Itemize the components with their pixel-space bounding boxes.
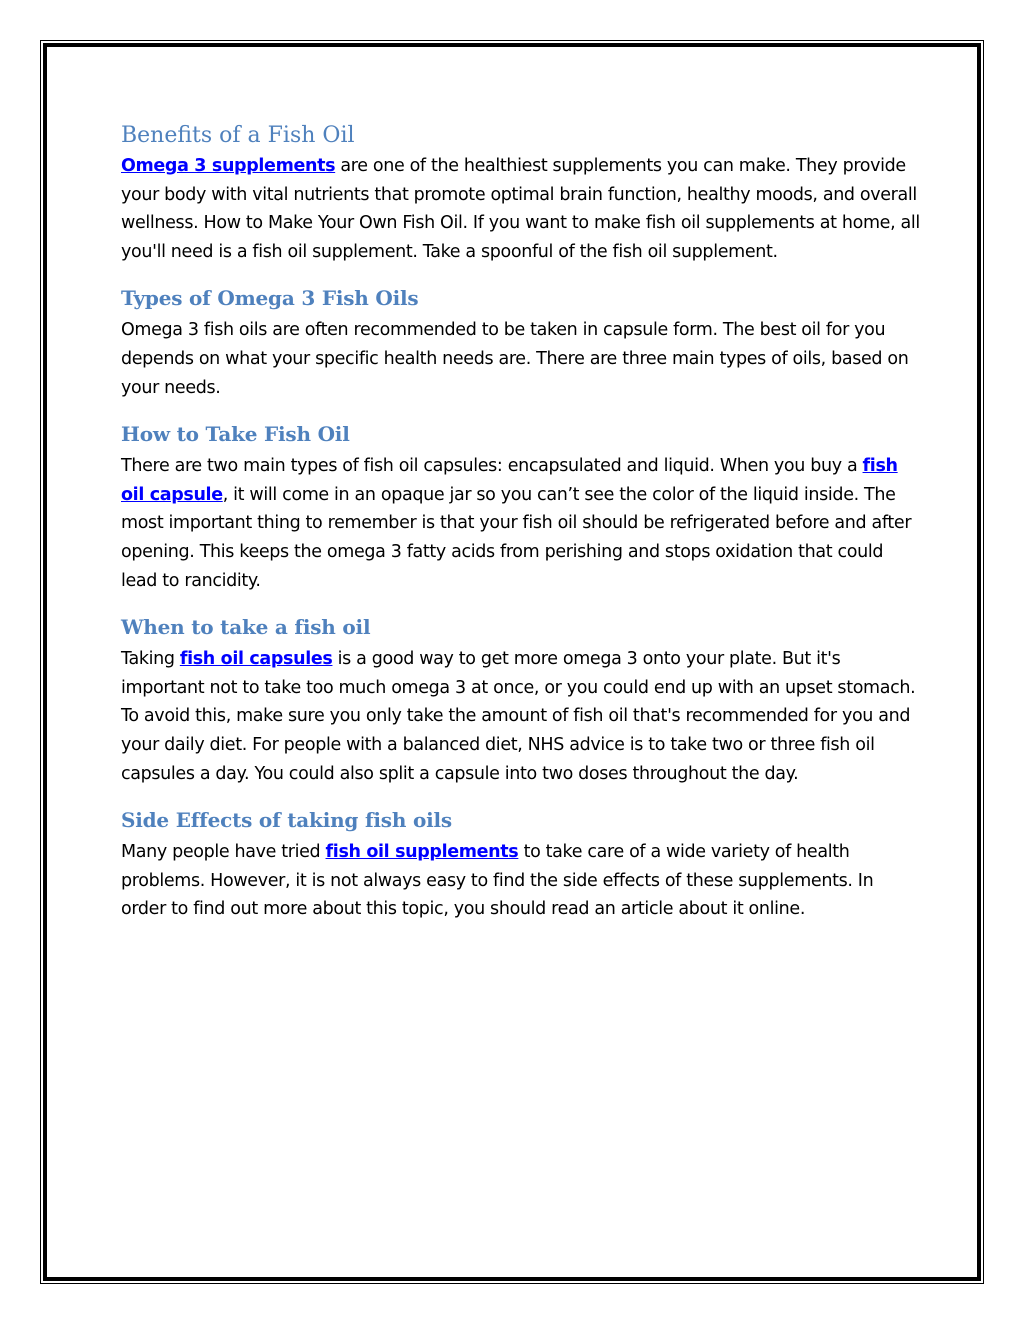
paragraph-types: Omega 3 fish oils are often recommended to be taken in capsule form. The best oil for you depends on what your specific health needs are. There are three main types of oils, based on your needs. — [121, 320, 909, 398]
document-body — [121, 120, 921, 924]
paragraph-side-effects-text-before: Many people have tried — [121, 842, 326, 863]
heading-benefits: Benefits of a Fish Oil — [121, 123, 355, 148]
link-fish-oil-supplements[interactable]: fish oil supplements — [325, 842, 519, 863]
link-fish-oil-capsules[interactable]: fish oil capsules — [179, 649, 333, 670]
heading-side-effects: Side Effects of taking fish oils — [121, 808, 452, 833]
paragraph-when-to-take-text-after: is a good way to get more omega 3 onto your plate. But it's important not to take too much omega 3 at once, or you could end up with an upset stomach. To avoid this, make sure you only take the amount of fish oil that's recommended for you and your daily diet. For people with a balanced diet, NHS advice is to take two or three fish oil capsules a day. You could also split a capsule into two doses throughout the day. — [121, 649, 916, 784]
paragraph-when-to-take-text-before: Taking — [121, 649, 180, 670]
heading-types: Types of Omega 3 Fish Oils — [121, 286, 419, 311]
link-omega-3-supplements[interactable]: Omega 3 supplements — [121, 156, 336, 176]
paragraph-when-to-take — [121, 645, 921, 788]
paragraph-benefits-text: are one of the healthiest supplements you can make. They provide your body with vital nutrients that promote optimal brain function, healthy moods, and overall wellness. How to Make Your Own Fish Oil. If you want to make fish oil supplements at home, all you'll need is a fish oil supplement. Take a spoonful of the fish oil supplement. — [121, 156, 920, 262]
paragraph-how-to-take — [121, 452, 921, 595]
paragraph-how-to-take-text-after: , it will come in an opaque jar so you can’t see the color of the liquid inside. The most important thing to remember is that your fish oil should be refrigerated before and after opening. This keeps the omega 3 fatty acids from perishing and stops oxidation that could lead to rancidity. — [121, 484, 912, 591]
heading-when-to-take: When to take a fish oil — [121, 615, 371, 640]
link-fish-oil-capsule[interactable]: fish oil capsule — [121, 456, 898, 505]
paragraph-side-effects — [121, 838, 921, 924]
paragraph-how-to-take-text-before: There are two main types of fish oil capsules: encapsulated and liquid. When you buy a — [121, 456, 863, 477]
paragraph-benefits — [121, 152, 921, 266]
heading-how-to-take: How to Take Fish Oil — [121, 422, 350, 447]
paragraph-side-effects-text-after: to take care of a wide variety of health problems. However, it is not always easy to find the side effects of these supplements. In order to find out more about this topic, you should read an article about it online. — [121, 842, 874, 920]
